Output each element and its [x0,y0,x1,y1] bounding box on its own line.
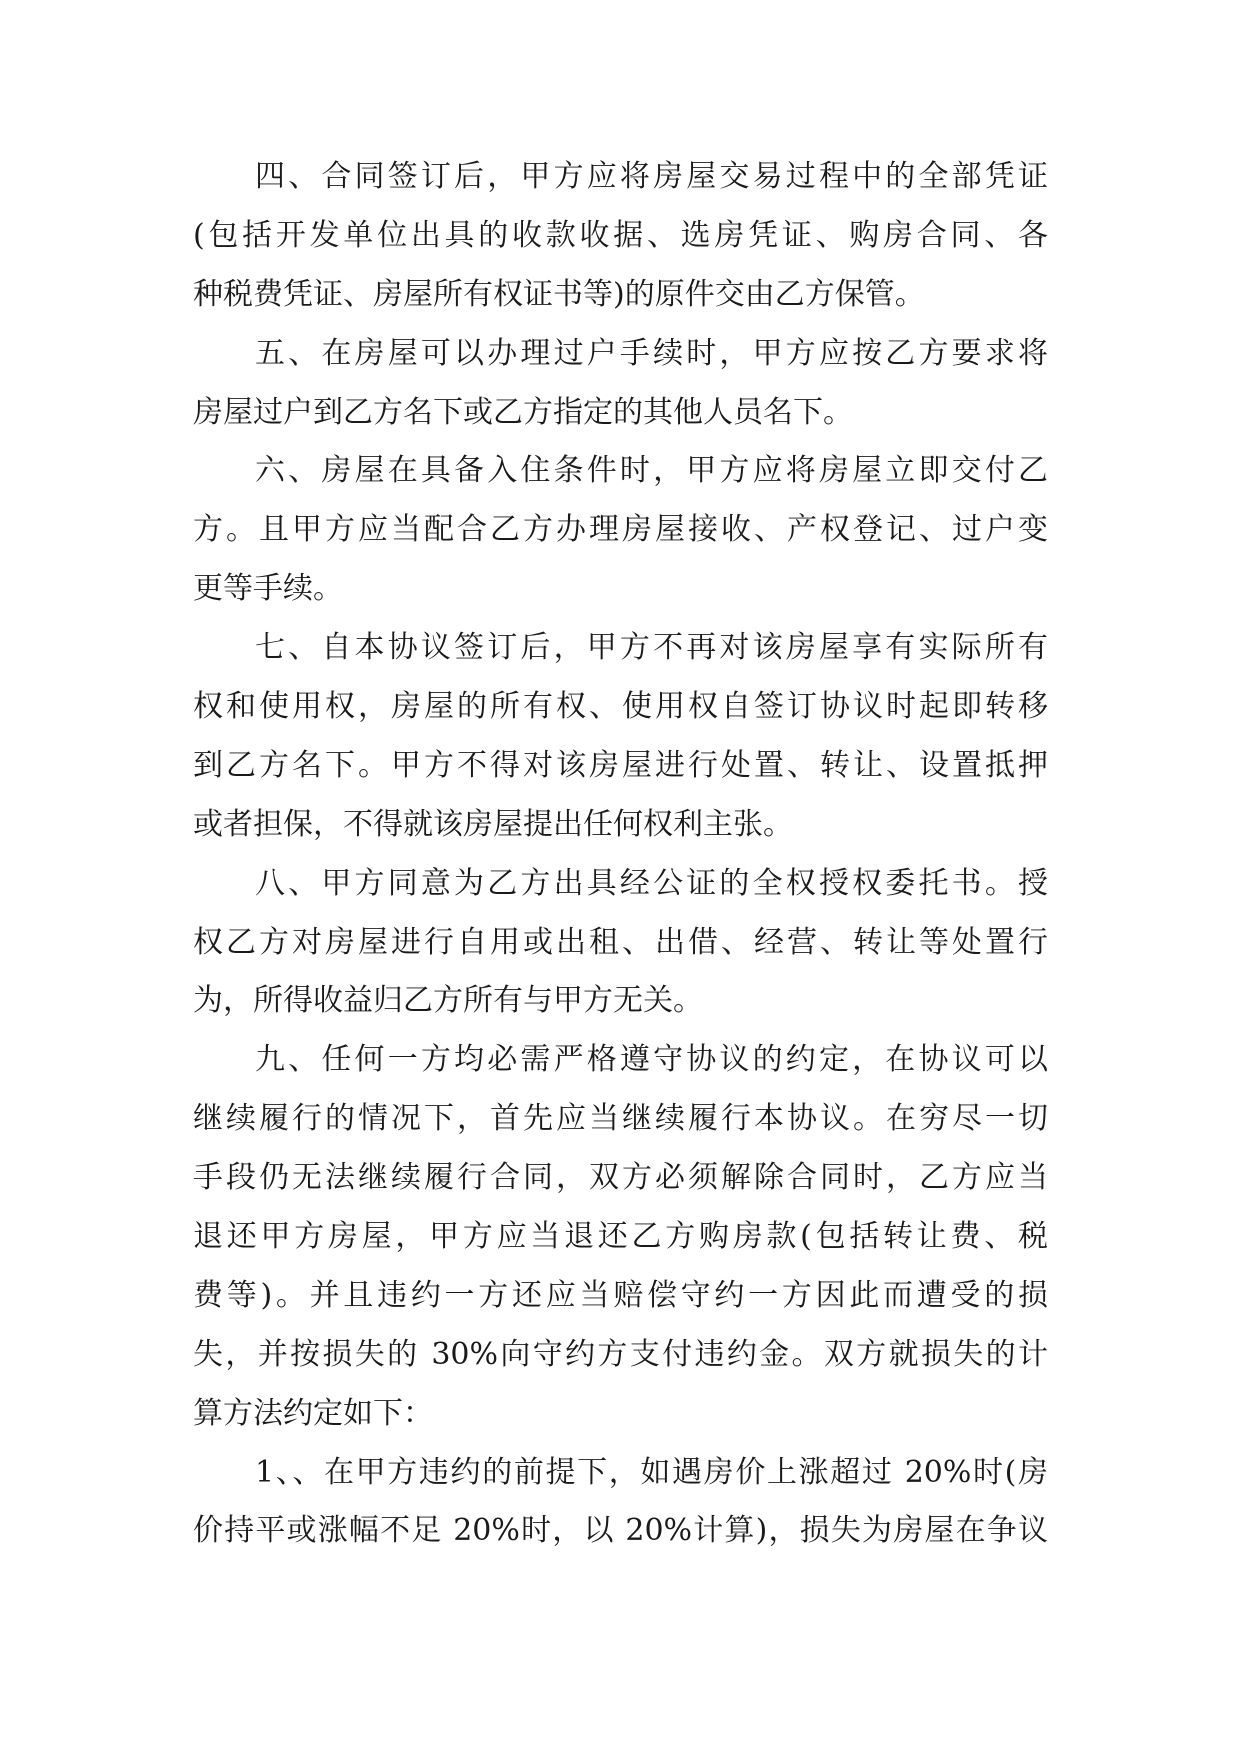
document-page [193,148,1048,1561]
paragraph-6-line-3: 更等手续。 [193,571,343,607]
item-1-line-1: 1、、在甲方违约的前提下，如遇房价上涨超过 20%时(房 [255,1454,1048,1490]
item-1-line-2: 价持平或涨幅不足 20%时，以 20%计算)，损失为房屋在争议 [193,1513,1048,1549]
paragraph-7-line-1: 七、自本协议签订后，甲方不再对该房屋享有实际所有 [255,630,1048,666]
paragraph-9-line-2: 继续履行的情况下，首先应当继续履行本协议。在穷尽一切 [193,1101,1048,1137]
paragraph-9-line-5: 费等)。并且违约一方还应当赔偿守约一方因此而遭受的损 [193,1277,1048,1313]
paragraph-8-line-3: 为，所得收益归乙方所有与甲方无关。 [193,983,703,1019]
paragraph-9-line-1: 九、任何一方均必需严格遵守协议的约定，在协议可以 [255,1042,1048,1078]
paragraph-7-line-4: 或者担保，不得就该房屋提出任何权利主张。 [193,806,793,842]
paragraph-6-line-1: 六、房屋在具备入住条件时，甲方应将房屋立即交付乙 [255,453,1048,489]
paragraph-7-line-3: 到乙方名下。甲方不得对该房屋进行处置、转让、设置抵押 [193,747,1048,783]
paragraph-4-line-2: (包括开发单位出具的收款收据、选房凭证、购房合同、各 [193,217,1048,253]
paragraph-9-line-4: 退还甲方房屋，甲方应当退还乙方购房款(包括转让费、税 [193,1219,1048,1255]
paragraph-6-line-2: 方。且甲方应当配合乙方办理房屋接收、产权登记、过户变 [193,512,1048,548]
paragraph-8-line-1: 八、甲方同意为乙方出具经公证的全权授权委托书。授 [255,865,1048,901]
paragraph-7-line-2: 权和使用权，房屋的所有权、使用权自签订协议时起即转移 [193,689,1048,725]
paragraph-4-line-1: 四、合同签订后，甲方应将房屋交易过程中的全部凭证 [255,159,1048,194]
paragraph-9-line-7: 算方法约定如下： [193,1395,433,1431]
paragraph-9-line-6: 失，并按损失的 30%向守约方支付违约金。双方就损失的计 [193,1336,1048,1372]
paragraph-4-line-3: 种税费凭证、房屋所有权证书等)的原件交由乙方保管。 [193,276,925,312]
paragraph-5-line-2: 房屋过户到乙方名下或乙方指定的其他人员名下。 [193,394,853,430]
paragraph-8-line-2: 权乙方对房屋进行自用或出租、出借、经营、转让等处置行 [193,924,1048,960]
paragraph-5-line-1: 五、在房屋可以办理过户手续时，甲方应按乙方要求将 [255,335,1048,371]
paragraph-9-line-3: 手段仍无法继续履行合同，双方必须解除合同时，乙方应当 [193,1160,1048,1196]
